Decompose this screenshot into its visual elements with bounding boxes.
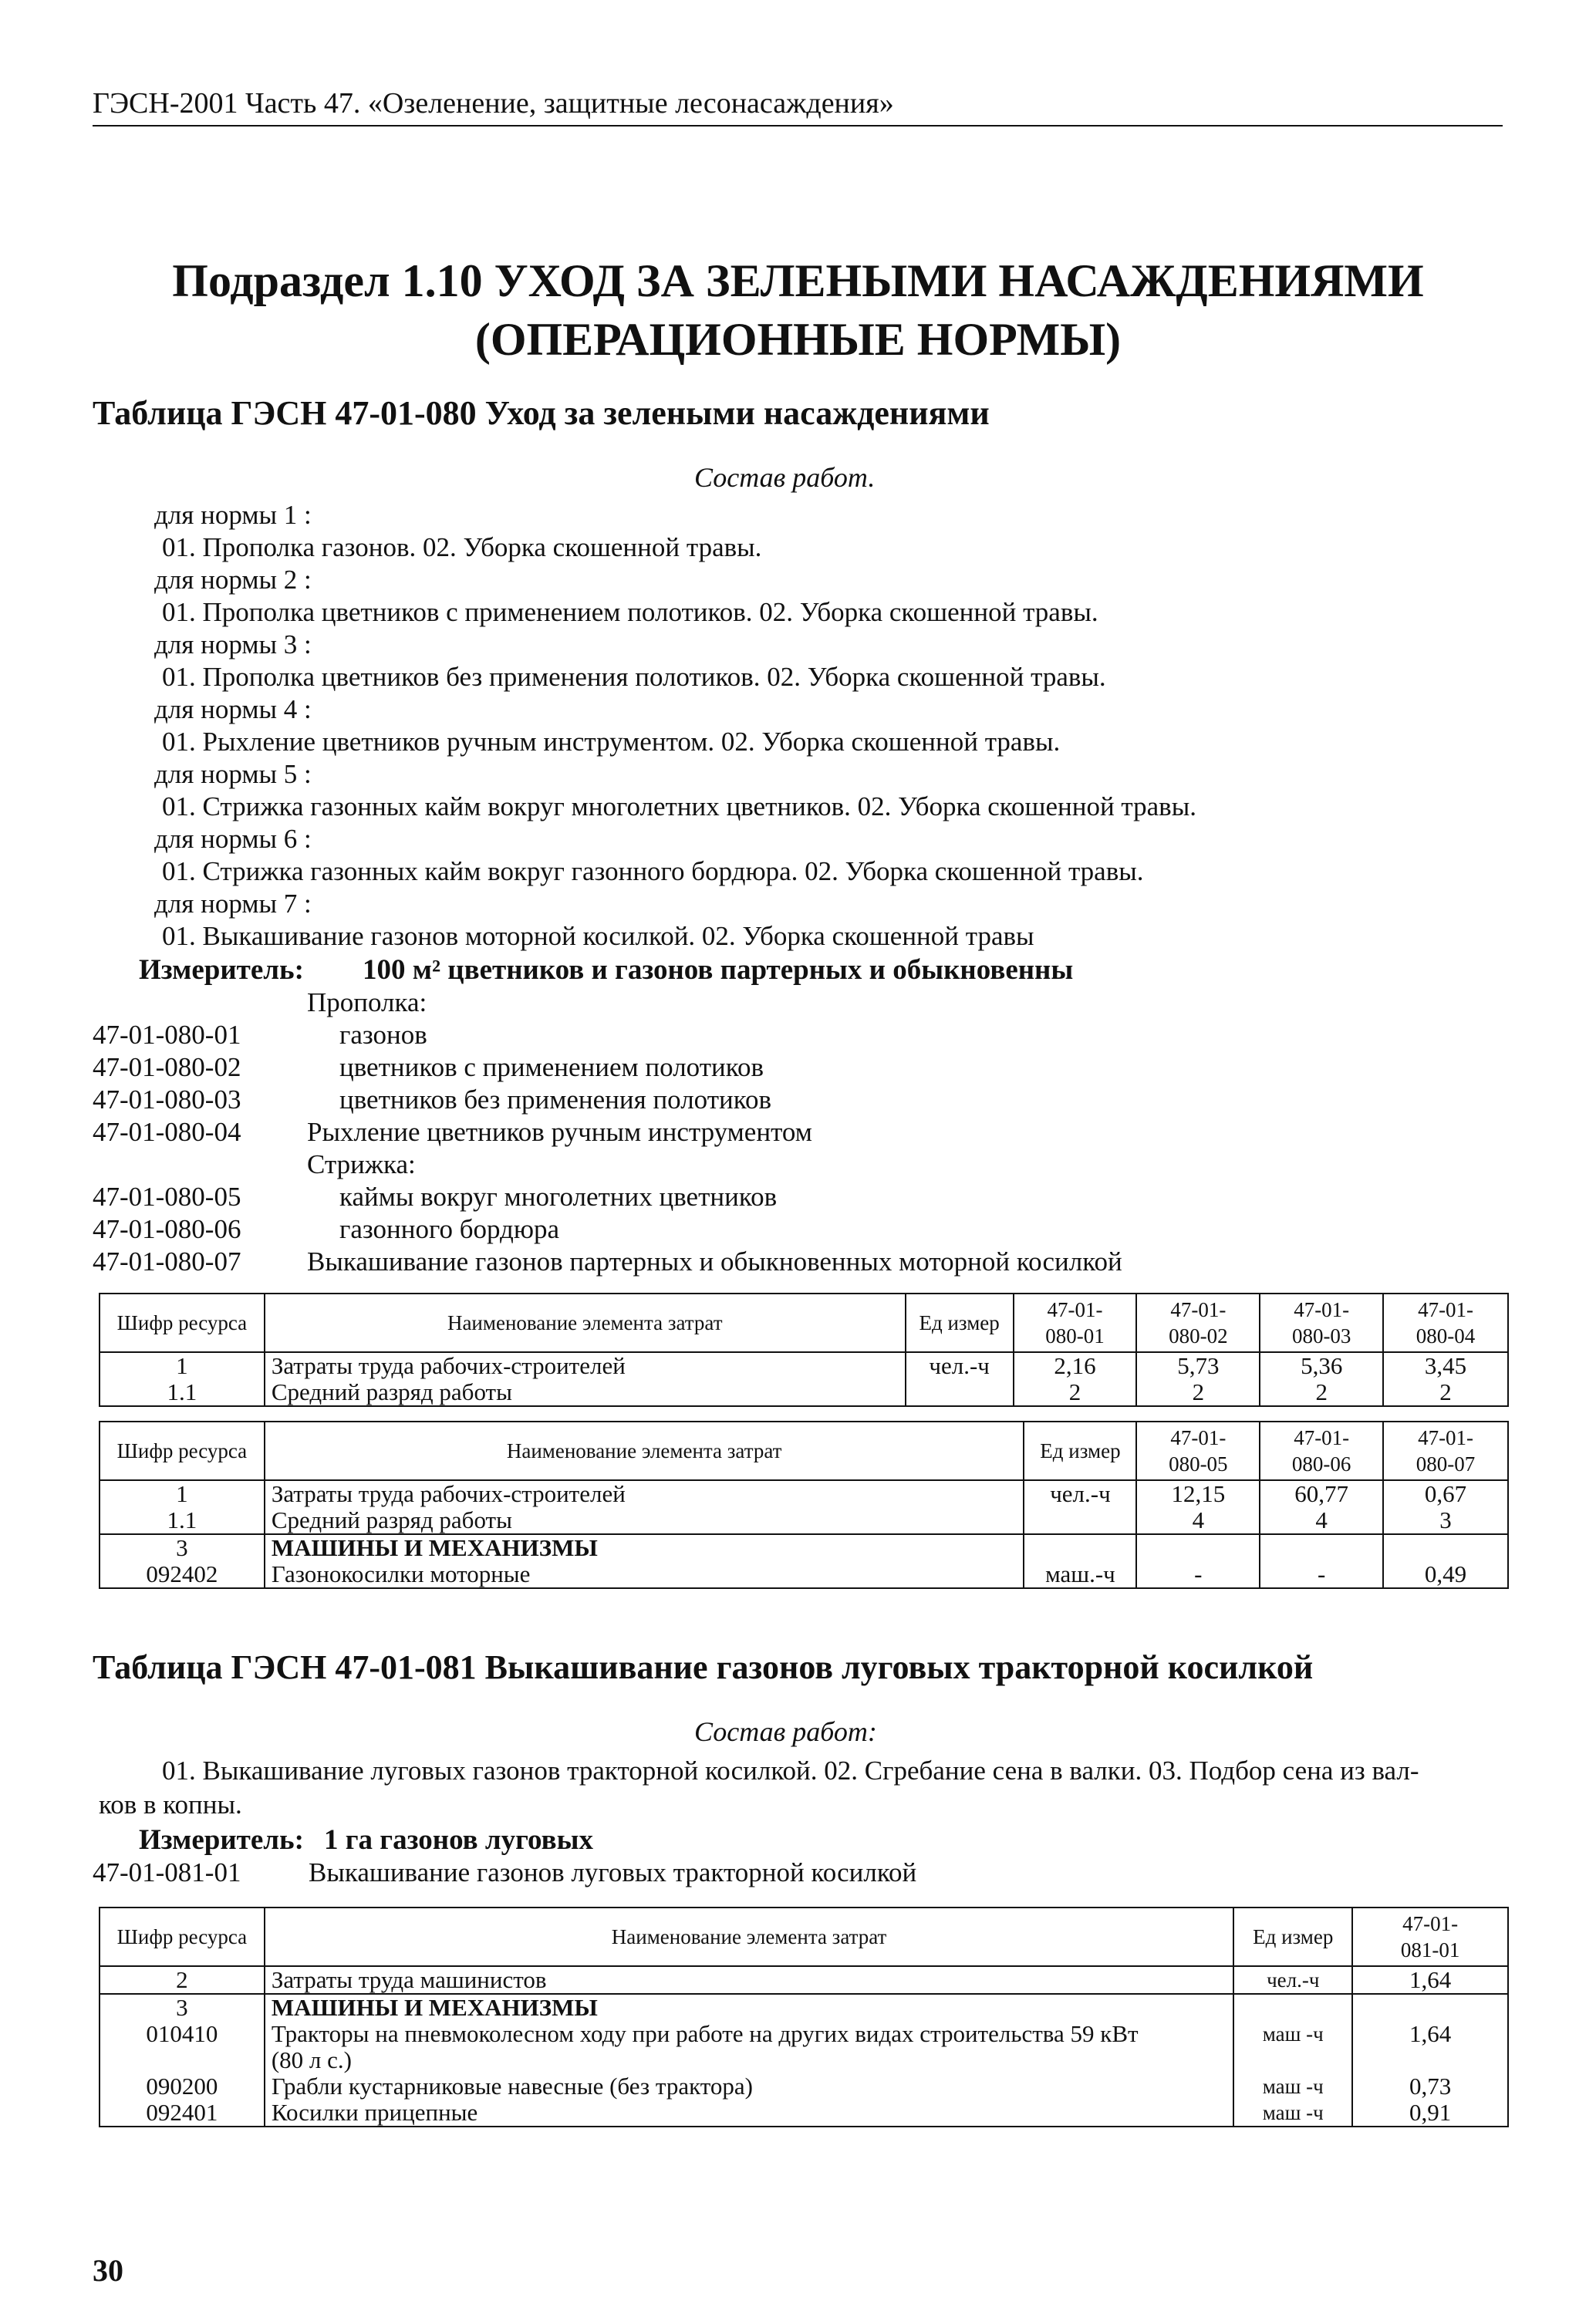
- cell-value: 2: [1136, 1379, 1260, 1406]
- work-line: ков в копны.: [99, 1789, 242, 1820]
- norm-text: Выкашивание газонов партерных и обыкновенных моторной косилкой: [307, 1246, 1122, 1277]
- norm-text: цветников без применения полотиков: [339, 1084, 771, 1115]
- work-line: для нормы 5 :: [154, 759, 312, 789]
- cell-value: 0,73: [1352, 2073, 1508, 2100]
- cell-code: 092402: [100, 1561, 265, 1588]
- norm-text: газонов: [339, 1020, 427, 1050]
- measure-label: Измеритель:: [139, 1824, 304, 1856]
- work-line: 01. Выкашивание газонов моторной косилкой. 02. Уборка скошенной травы: [162, 921, 1034, 951]
- cell-value: [1260, 1534, 1383, 1561]
- work-line: для нормы 2 :: [154, 565, 312, 595]
- norm-code: 47-01-081-01: [93, 1857, 241, 1887]
- work-line: для нормы 6 :: [154, 824, 312, 854]
- cell-value: 4: [1260, 1507, 1383, 1534]
- header-norm: 47-01- 080-04: [1383, 1294, 1508, 1352]
- table-081-title: Таблица ГЭСН 47-01-081 Выкашивание газонов луговых тракторной косилкой: [93, 1648, 1314, 1686]
- cell-unit: [1233, 1994, 1352, 2021]
- cell-value: 2: [1014, 1379, 1137, 1406]
- cell-value: 3: [1383, 1507, 1508, 1534]
- cell-code: 1.1: [100, 1507, 265, 1534]
- norm-text: Выкашивание газонов луговых тракторной косилкой: [309, 1857, 917, 1887]
- norm-code: 47-01-080-06: [93, 1214, 241, 1244]
- cell-name: Затраты труда машинистов: [265, 1966, 1233, 1994]
- header-code: Шифр ресурса: [100, 1294, 265, 1352]
- work-line: для нормы 7 :: [154, 889, 312, 919]
- norm-text: цветников с применением полотиков: [339, 1052, 764, 1082]
- cell-value: 3,45: [1383, 1352, 1508, 1379]
- subsection-title-line-2: (ОПЕРАЦИОННЫЕ НОРМЫ): [474, 314, 1122, 365]
- header-norm: 47-01- 080-07: [1383, 1422, 1508, 1480]
- header-norm: 47-01- 080-03: [1260, 1294, 1383, 1352]
- cell-value: 2,16: [1014, 1352, 1137, 1379]
- cell-name: Грабли кустарниковые навесные (без трактора): [265, 2073, 1233, 2100]
- cell-value: 2: [1383, 1379, 1508, 1406]
- cell-unit: маш.-ч: [1024, 1561, 1136, 1588]
- norm-text: газонного бордюра: [339, 1214, 560, 1244]
- header-unit: Ед измер: [1233, 1908, 1352, 1966]
- cell-code: 090200: [100, 2073, 265, 2100]
- work-line: 01. Прополка газонов. 02. Уборка скошенной травы.: [162, 532, 762, 562]
- header-norm: 47-01- 080-06: [1260, 1422, 1383, 1480]
- cell-code: 1: [100, 1480, 265, 1507]
- cell-value: 5,36: [1260, 1352, 1383, 1379]
- work-composition-heading: Состав работ:: [694, 1716, 877, 1747]
- cell-unit: маш -ч: [1233, 2073, 1352, 2100]
- cell-value: [1136, 1534, 1260, 1561]
- cell-value: 1,64: [1352, 1966, 1508, 1994]
- cell-code: 010410: [100, 2021, 265, 2073]
- measure-value: 100 м² цветников и газонов партерных и обыкновенны: [363, 954, 1074, 986]
- cell-value: 1,64: [1352, 2021, 1508, 2073]
- cell-unit: [906, 1379, 1014, 1406]
- cell-value: 2: [1260, 1379, 1383, 1406]
- work-line: 01. Прополка цветников без применения полотиков. 02. Уборка скошенной травы.: [162, 662, 1106, 692]
- work-line: для нормы 3 :: [154, 629, 312, 659]
- header-norm: 47-01- 080-05: [1136, 1422, 1260, 1480]
- cell-code: 092401: [100, 2100, 265, 2127]
- cell-value: [1352, 1994, 1508, 2021]
- cell-value: [1383, 1534, 1508, 1561]
- header-norm: 47-01- 081-01: [1352, 1908, 1508, 1966]
- work-line: 01. Выкашивание луговых газонов тракторной косилкой. 02. Сгребание сена в валки. 03. Подбор сена из вал-: [162, 1756, 1419, 1786]
- cell-value: 5,73: [1136, 1352, 1260, 1379]
- cell-code: 1: [100, 1352, 265, 1379]
- header-name: Наименование элемента затрат: [265, 1908, 1233, 1966]
- table-080-title: Таблица ГЭСН 47-01-080 Уход за зелеными насаждениями: [93, 394, 990, 432]
- norm-code: 47-01-080-03: [93, 1084, 241, 1115]
- resource-table-080-a: [99, 1293, 1509, 1407]
- running-header: ГЭСН-2001 Часть 47. «Озеленение, защитные лесонасаждения»: [93, 87, 894, 120]
- measure-value: 1 га газонов луговых: [324, 1824, 593, 1856]
- header-unit: Ед измер: [906, 1294, 1014, 1352]
- cell-value: -: [1260, 1561, 1383, 1588]
- cell-unit: маш -ч: [1233, 2100, 1352, 2127]
- resource-table-080-b: [99, 1421, 1509, 1589]
- cell-name: Газонокосилки моторные: [265, 1561, 1024, 1588]
- cell-value: 0,49: [1383, 1561, 1508, 1588]
- norm-code: 47-01-080-01: [93, 1020, 241, 1050]
- work-line: для нормы 1 :: [154, 500, 312, 530]
- norm-code: 47-01-080-05: [93, 1182, 241, 1212]
- norm-group-label: Стрижка:: [307, 1149, 416, 1179]
- norm-text: Рыхление цветников ручным инструментом: [307, 1117, 812, 1147]
- measure-label: Измеритель:: [139, 954, 304, 986]
- cell-unit: чел.-ч: [1024, 1480, 1136, 1507]
- header-norm: 47-01- 080-02: [1136, 1294, 1260, 1352]
- norm-code: 47-01-080-07: [93, 1246, 241, 1277]
- cell-name: Затраты труда рабочих-строителей: [265, 1352, 906, 1379]
- norm-code: 47-01-080-02: [93, 1052, 241, 1082]
- cell-value: 0,91: [1352, 2100, 1508, 2127]
- work-composition-heading: Состав работ.: [694, 462, 876, 493]
- work-line: 01. Стрижка газонных кайм вокруг газонного бордюра. 02. Уборка скошенной травы.: [162, 856, 1144, 886]
- header-name: Наименование элемента затрат: [265, 1294, 906, 1352]
- cell-name: Средний разряд работы: [265, 1507, 1024, 1534]
- subsection-title-line-1: Подраздел 1.10 УХОД ЗА ЗЕЛЕНЫМИ НАСАЖДЕНИЯМИ: [172, 255, 1424, 306]
- cell-code: 3: [100, 1534, 265, 1561]
- norm-text: каймы вокруг многолетних цветников: [339, 1182, 778, 1212]
- cell-value: 12,15: [1136, 1480, 1260, 1507]
- norm-code: 47-01-080-04: [93, 1117, 241, 1147]
- header-unit: Ед измер: [1024, 1422, 1136, 1480]
- work-line: 01. Прополка цветников с применением полотиков. 02. Уборка скошенной травы.: [162, 597, 1098, 627]
- cell-value: 60,77: [1260, 1480, 1383, 1507]
- header-norm: 47-01- 080-01: [1014, 1294, 1137, 1352]
- header-rule: [93, 125, 1503, 126]
- cell-unit: маш -ч: [1233, 2021, 1352, 2073]
- cell-code: 1.1: [100, 1379, 265, 1406]
- cell-unit: чел.-ч: [1233, 1966, 1352, 1994]
- work-line: для нормы 4 :: [154, 694, 312, 724]
- cell-value: -: [1136, 1561, 1260, 1588]
- cell-unit: чел.-ч: [906, 1352, 1014, 1379]
- cell-value: 0,67: [1383, 1480, 1508, 1507]
- cell-name: Средний разряд работы: [265, 1379, 906, 1406]
- cell-name: Косилки прицепные: [265, 2100, 1233, 2127]
- cell-name: МАШИНЫ И МЕХАНИЗМЫ: [265, 1994, 1233, 2021]
- cell-code: 2: [100, 1966, 265, 1994]
- norm-group-label: Прополка:: [307, 987, 427, 1017]
- work-line: 01. Стрижка газонных кайм вокруг многолетних цветников. 02. Уборка скошенной травы.: [162, 791, 1196, 821]
- header-code: Шифр ресурса: [100, 1422, 265, 1480]
- header-name: Наименование элемента затрат: [265, 1422, 1024, 1480]
- cell-name: МАШИНЫ И МЕХАНИЗМЫ: [265, 1534, 1024, 1561]
- cell-unit: [1024, 1534, 1136, 1561]
- cell-name: Тракторы на пневмоколесном ходу при работе на других видах строительства 59 кВт (80 л с.): [265, 2021, 1233, 2073]
- cell-unit: [1024, 1507, 1136, 1534]
- resource-table-081: [99, 1907, 1509, 2127]
- header-code: Шифр ресурса: [100, 1908, 265, 1966]
- page-number: 30: [93, 2253, 123, 2288]
- cell-code: 3: [100, 1994, 265, 2021]
- work-line: 01. Рыхление цветников ручным инструментом. 02. Уборка скошенной травы.: [162, 727, 1061, 757]
- cell-value: 4: [1136, 1507, 1260, 1534]
- cell-name: Затраты труда рабочих-строителей: [265, 1480, 1024, 1507]
